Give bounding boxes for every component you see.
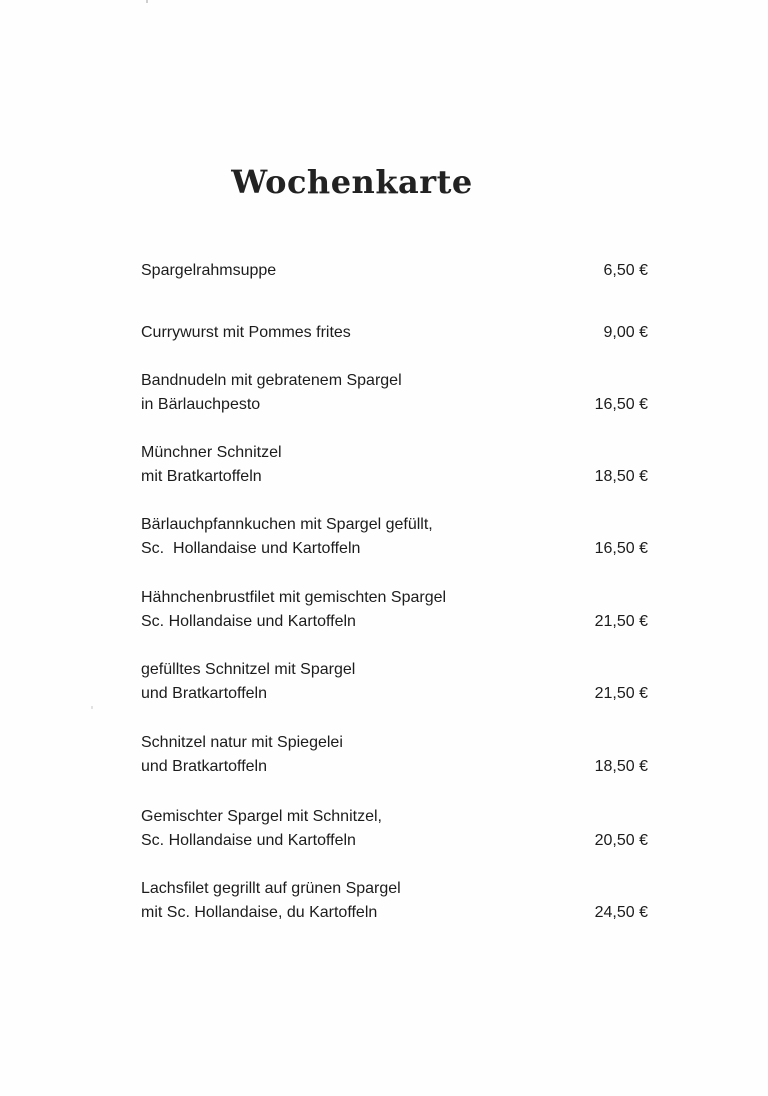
menu-item-line: Gemischter Spargel mit Schnitzel,	[141, 808, 382, 825]
menu-item-name	[141, 513, 561, 561]
menu-item-line: Sc. Hollandaise und Kartoffeln	[141, 540, 361, 557]
menu-item-line: in Bärlauchpesto	[141, 396, 261, 413]
menu-item-price: 24,50 €	[594, 904, 648, 921]
menu-item-price: 9,00 €	[603, 324, 648, 341]
menu-item-line: und Bratkartoffeln	[141, 758, 268, 775]
menu-item-line: Bandnudeln mit gebratenem Spargel	[141, 372, 402, 389]
menu-item-line: Bärlauchpfannkuchen mit Spargel gefüllt,	[141, 516, 433, 533]
menu-item-line: mit Bratkartoffeln	[141, 468, 262, 485]
scan-speck	[91, 706, 93, 709]
menu-item-name	[141, 731, 561, 779]
page-title: Wochenkarte	[231, 163, 473, 201]
menu-item-price: 21,50 €	[594, 613, 648, 630]
menu-item	[141, 586, 648, 634]
menu-item-line: mit Sc. Hollandaise, du Kartoffeln	[141, 904, 378, 921]
menu-item	[141, 513, 648, 561]
menu-item-line: Currywurst mit Pommes frites	[141, 324, 351, 341]
menu-item-price: 18,50 €	[594, 468, 648, 485]
menu-item	[141, 259, 648, 283]
menu-item	[141, 321, 648, 345]
menu-item-price: 6,50 €	[603, 262, 648, 279]
menu-item-line: Hähnchenbrustfilet mit gemischten Spargel	[141, 589, 447, 606]
menu-item	[141, 731, 648, 779]
menu-item-name	[141, 877, 561, 925]
menu-item-line: Lachsfilet gegrillt auf grünen Spargel	[141, 880, 401, 897]
menu-item	[141, 877, 648, 925]
scan-mark	[146, 0, 148, 3]
menu-item-name	[141, 441, 561, 489]
menu-item-name	[141, 321, 561, 345]
menu-item-name	[141, 805, 561, 853]
menu-item-line: und Bratkartoffeln	[141, 685, 268, 702]
menu-item-price: 16,50 €	[594, 540, 648, 557]
menu-item-line: Schnitzel natur mit Spiegelei	[141, 734, 343, 751]
menu-item-line: Spargelrahmsuppe	[141, 262, 277, 279]
menu-item	[141, 369, 648, 417]
menu-item-name	[141, 586, 561, 634]
menu-item-line: gefülltes Schnitzel mit Spargel	[141, 661, 356, 678]
menu-item-price: 21,50 €	[594, 685, 648, 702]
menu-item-name	[141, 369, 561, 417]
menu-item-line: Sc. Hollandaise und Kartoffeln	[141, 832, 356, 849]
menu-item-name	[141, 259, 561, 283]
menu-item-price: 16,50 €	[594, 396, 648, 413]
menu-item	[141, 441, 648, 489]
menu-item-name	[141, 658, 561, 706]
menu-item-line: Sc. Hollandaise und Kartoffeln	[141, 613, 356, 630]
menu-item-line: Münchner Schnitzel	[141, 444, 282, 461]
menu-item-price: 20,50 €	[594, 832, 648, 849]
menu-item-price: 18,50 €	[594, 758, 648, 775]
menu-item	[141, 658, 648, 706]
menu-item	[141, 805, 648, 853]
